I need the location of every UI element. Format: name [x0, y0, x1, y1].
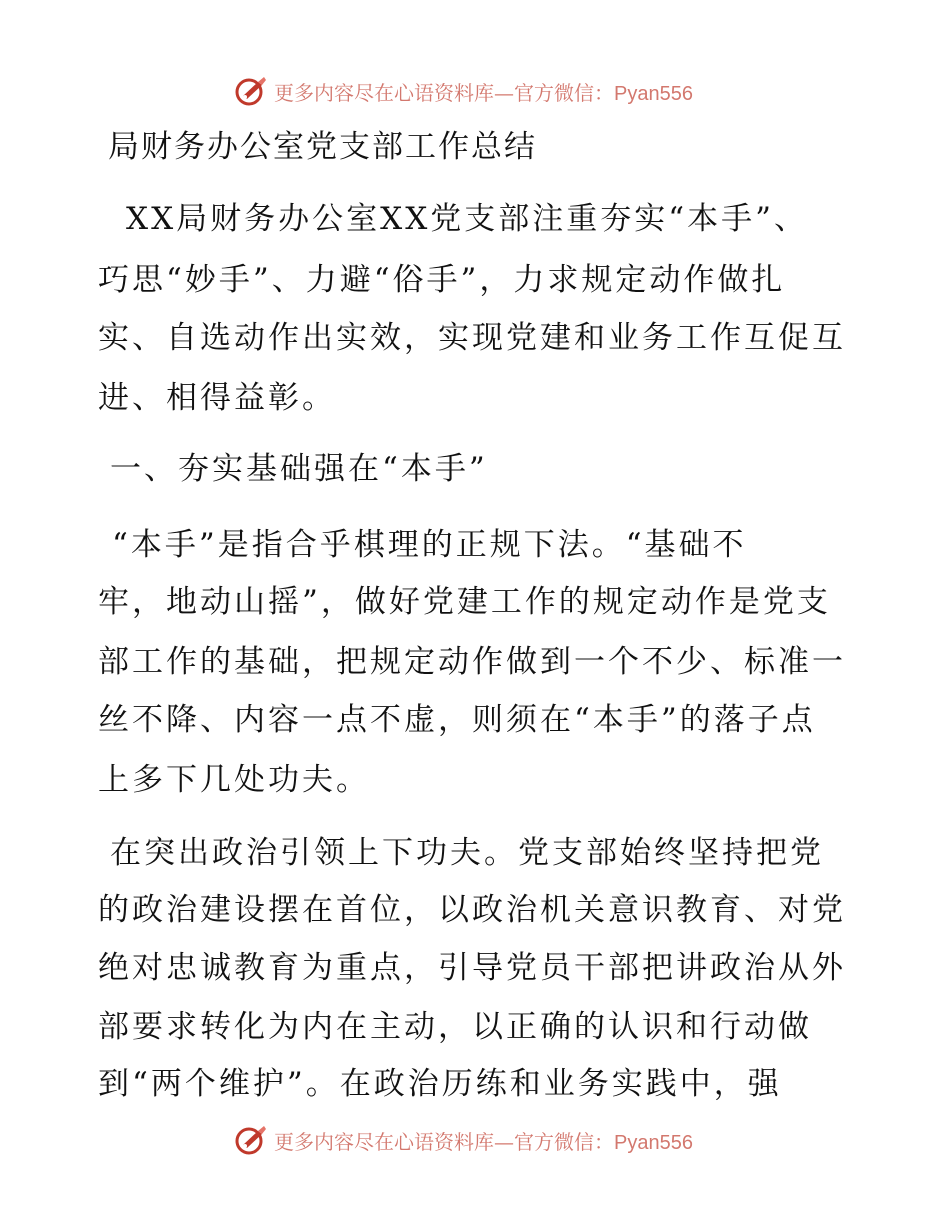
body-line: 在突出政治引领上下功夫。党支部始终坚持把党	[110, 835, 824, 871]
body-line: 进、相得益彰。	[98, 380, 336, 416]
body-line: 上多下几处功夫。	[98, 762, 370, 798]
body-line: 部工作的基础，把规定动作做到一个不少、标准一	[98, 644, 846, 680]
watermark-text: 更多内容尽在心语资料库—官方微信：	[274, 1129, 614, 1154]
watermark-wechat-id: Pyan556	[614, 1131, 693, 1154]
pen-circle-icon	[234, 74, 268, 108]
section-heading: 一、夯实基础强在“本手”	[110, 451, 488, 487]
body-line: 到“两个维护”。在政治历练和业务实践中，强	[98, 1066, 782, 1102]
body-line: 部要求转化为内在主动，以正确的认识和行动做	[98, 1009, 812, 1045]
body-line: “本手”是指合乎棋理的正规下法。“基础不	[112, 527, 747, 563]
watermark-wechat-id: Pyan556	[614, 82, 693, 105]
body-line: 的政治建设摆在首位，以政治机关意识教育、对党	[98, 892, 846, 928]
footer-watermark	[234, 1122, 754, 1158]
pen-circle-icon	[234, 1123, 268, 1157]
body-line: 丝不降、内容一点不虚，则须在“本手”的落子点	[98, 702, 816, 738]
body-line: 巧思“妙手”、力避“俗手”，力求规定动作做扎	[98, 262, 786, 298]
document-title: 局财务办公室党支部工作总结	[108, 129, 537, 165]
header-watermark	[234, 73, 754, 109]
watermark-text: 更多内容尽在心语资料库—官方微信：	[274, 80, 614, 105]
body-line: XX局财务办公室XX党支部注重夯实“本手”、	[126, 201, 808, 237]
body-line: 牢，地动山摇”，做好党建工作的规定动作是党支	[98, 584, 831, 620]
body-line: 实、自选动作出实效，实现党建和业务工作互促互	[98, 320, 846, 356]
body-line: 绝对忠诚教育为重点，引导党员干部把讲政治从外	[98, 950, 846, 986]
